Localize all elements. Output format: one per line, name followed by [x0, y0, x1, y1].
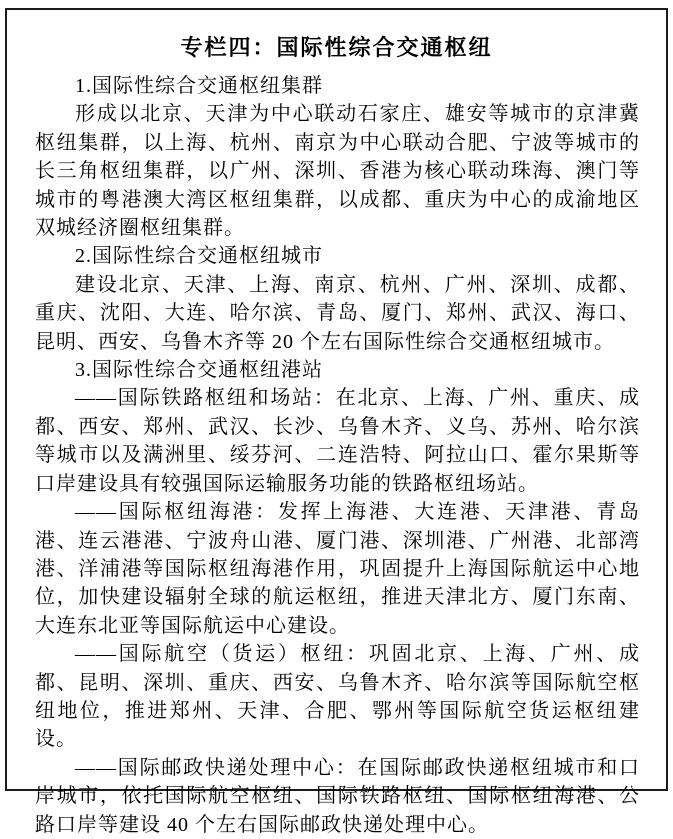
paragraph-hub-clusters: 形成以北京、天津为中心联动石家庄、雄安等城市的京津冀枢纽集群，以上海、杭州、南京为中心联动合肥、宁波等城市的长三角枢纽集群，以广州、深圳、香港为核心联动珠海、澳门等城市的粤港澳大湾区枢纽集群，以成都、重庆为中心的成渝地区双城经济圈枢纽集群。	[35, 103, 640, 240]
section-heading-hub-clusters: 1.国际性综合交通枢纽集群	[75, 75, 323, 97]
paragraph-railway-hubs: ——国际铁路枢纽和场站：在北京、上海、广州、重庆、成都、西安、郑州、武汉、长沙、乌鲁木齐、义乌、苏州、哈尔滨等城市以及满洲里、绥芬河、二连浩特、阿拉山口、霍尔果斯等口岸建设具有较强国际运输服务功能的铁路枢纽场站。	[35, 387, 640, 495]
panel-title: 专栏四：国际性综合交通枢纽	[180, 35, 493, 60]
paragraph-postal-express-centers: ——国际邮政快递处理中心：在国际邮政快递枢纽城市和口岸城市，依托国际航空枢纽、国际铁路枢纽、国际枢纽海港、公路口岸等建设 40 个左右国际邮政快递处理中心。	[35, 756, 640, 836]
paragraph-seaport-hubs: ——国际枢纽海港：发挥上海港、大连港、天津港、青岛港、连云港港、宁波舟山港、厦门港、深圳港、广州港、北部湾港、洋浦港等国际枢纽海港作用，巩固提升上海国际航运中心地位，加快建设辐射全球的航运枢纽，推进天津北方、厦门东南、大连东北亚等国际航运中心建设。	[35, 501, 640, 637]
column-4-panel	[5, 8, 668, 836]
panel-body	[7, 61, 666, 839]
section-heading-hub-ports: 3.国际性综合交通枢纽港站	[75, 359, 323, 382]
section-heading-hub-cities: 2.国际性综合交通枢纽城市	[75, 245, 323, 268]
paragraph-aviation-hubs: ——国际航空（货运）枢纽：巩固北京、上海、广州、成都、昆明、深圳、重庆、西安、乌鲁木齐、哈尔滨等国际航空枢纽地位，推进郑州、天津、合肥、鄂州等国际航空货运枢纽建设。	[35, 643, 640, 751]
paragraph-hub-cities: 建设北京、天津、上海、南京、杭州、广州、深圳、成都、重庆、沈阳、大连、哈尔滨、青岛、厦门、郑州、武汉、海口、昆明、西安、乌鲁木齐等 20 个左右国际性综合交通枢纽城市。	[35, 273, 640, 353]
